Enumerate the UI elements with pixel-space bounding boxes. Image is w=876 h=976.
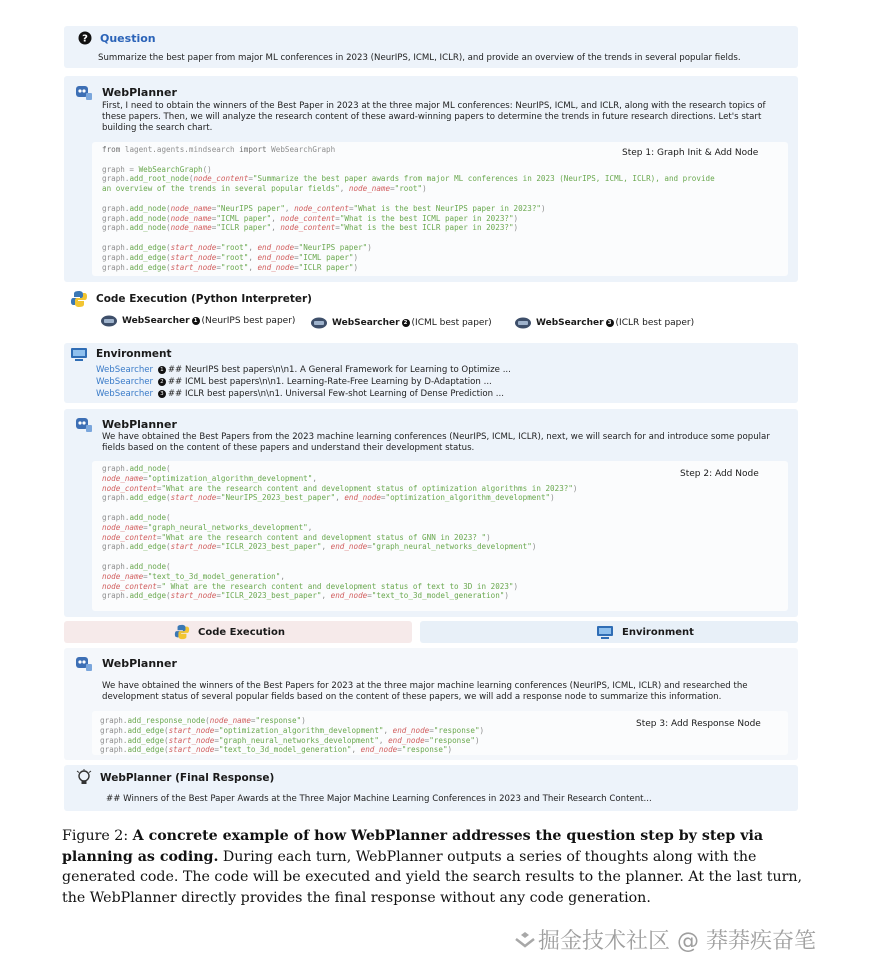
question-text: Summarize the best paper from major ML conferences in 2023 (NeurIPS, ICML, ICLR), and provide an overview of the trends in several popular fields. [98, 53, 741, 63]
planner3-step-label: Step 3: Add Response Node [636, 719, 761, 729]
searcher-icon [514, 316, 532, 330]
planner3-code: graph.add_response_node(node_name="response") graph.add_edge(start_node="optimization_algorithm_development", end_node="response") graph.add_edge(start_node="graph_neural_networks_development", end_node="response") graph.add_edge(start_node="text_to_3d_model_generation", end_node="response") [100, 716, 485, 755]
num-badge: 1 [192, 317, 200, 325]
python-icon [70, 290, 88, 308]
final-text: ## Winners of the Best Paper Awards at the Three Major Machine Learning Conferences in 2023 and Their Research Content... [106, 794, 652, 804]
planner2-header [74, 414, 177, 434]
caption-bold: A concrete example of how WebPlanner addresses the question step by step via planning as coding. [62, 828, 764, 865]
planner1-text: First, I need to obtain the winners of the Best Paper in 2023 at the three major ML conferences: NeurIPS, ICML, and ICLR, along with the research topics of these papers. Then, we will analyze the research content of these award-winning papers to determine the trends in future research directions. Let's start building the search chart. [102, 101, 766, 133]
planner2-step-label: Step 2: Add Node [680, 469, 759, 479]
searcher-icon [310, 316, 328, 330]
question-icon [78, 31, 92, 45]
planner2-text: We have obtained the Best Papers from the 2023 machine learning conferences (NeurIPS, ICML, ICLR), next, we will search for and introduce some popular fields based on the content of these papers and understand their development status. [102, 432, 770, 453]
final-title: WebPlanner (Final Response) [100, 772, 275, 784]
planner2-code: graph.add_node( node_name="optimization_algorithm_development", node_content="What are the research content and development status of optimization algorithms in 2023?") graph.add_edge(start_node="NeurIPS_2023_best_paper", end_node="optimization_algorithm_development") graph.add_node( node_name="graph_neural_networks_development", node_content="What are the research content and development status of GNN in 2023? ") graph.add_edge(start_node="ICLR_2023_best_paper", end_node="graph_neural_networks_development") graph.add_node( node_name="text_to_3d_model_generation", node_content=" What are the research content and development status of text to 3D in 2023") graph.add_edge(start_node="ICLR_2023_best_paper", end_node="text_to_3d_model_generation") [102, 464, 578, 601]
planner-robot-icon [74, 82, 94, 102]
env-bar-label: Environment [622, 626, 694, 638]
env-line-1: WebSearcher 1 ## NeurIPS best papers\n\n1. A General Framework for Learning to Optimize ... [96, 365, 511, 375]
planner1-step-label: Step 1: Graph Init & Add Node [622, 148, 759, 158]
num-badge: 3 [158, 390, 166, 398]
figure-caption [62, 826, 822, 908]
lightbulb-icon [76, 769, 92, 787]
exec-title: Code Execution (Python Interpreter) [96, 293, 312, 305]
planner3-text: We have obtained the winners of the Best Papers for 2023 at the three major machine learning conferences (NeurIPS, ICML, ICLR) and researched the development status of several popular fields based on the content of these papers, we will add a response node to summarize this information. [102, 681, 748, 702]
exec-bar-label: Code Execution [198, 626, 285, 638]
question-header [78, 31, 156, 45]
question-title: Question [100, 31, 156, 45]
watermark-text: 掘金技术社区 @ 莽莽疾奋笔 [538, 929, 816, 954]
planner1-title: WebPlanner [102, 85, 177, 99]
watermark [512, 924, 816, 955]
exec-searcher-2: WebSearcher 2 (ICML best paper) [310, 316, 492, 330]
caption-label: Figure 2: [62, 828, 129, 844]
env-header [70, 347, 172, 361]
num-badge: 3 [606, 319, 614, 327]
num-badge: 2 [402, 319, 410, 327]
monitor-icon [70, 347, 88, 361]
planner3-title: WebPlanner [102, 656, 177, 670]
planner3-header [74, 653, 177, 673]
env-title: Environment [96, 348, 172, 360]
juejin-logo-icon [512, 930, 538, 950]
svg-text:?: ? [82, 33, 88, 45]
planner-robot-icon [74, 653, 94, 673]
searcher-icon [100, 314, 118, 328]
env-line-3: WebSearcher 3 ## ICLR best papers\n\n1. Universal Few-shot Learning of Dense Prediction ... [96, 389, 504, 399]
env-bar-header [596, 625, 694, 639]
exec-bar-header [174, 624, 285, 640]
final-header [76, 769, 274, 787]
num-badge: 1 [158, 366, 166, 374]
python-icon [174, 624, 190, 640]
planner-robot-icon [74, 414, 94, 434]
planner1-code: from lagent.agents.mindsearch import WebSearchGraph graph = WebSearchGraph() graph.add_root_node(node_content="Summarize the best paper awards from major ML conferences in 2023 (NeurIPS, ICML, ICLR), and provide an overview of the trends in several popular fields", node_name="root") graph.add_node(node_name="NeurIPS paper", node_content="What is the best NeurIPS paper in 2023?") graph.add_node(node_name="ICML paper", node_content="What is the best ICML paper in 2023?") graph.add_node(node_name="ICLR paper", node_content="What is the best ICLR paper in 2023?") graph.add_edge(start_node="root", end_node="NeurIPS paper") graph.add_edge(start_node="root", end_node="ICML paper") graph.add_edge(start_node="root", end_node="ICLR paper") [102, 145, 715, 272]
monitor-icon [596, 625, 614, 639]
num-badge: 2 [158, 378, 166, 386]
exec-header [70, 290, 312, 308]
env-line-2: WebSearcher 2 ## ICML best papers\n\n1. Learning-Rate-Free Learning by D-Adaptation ... [96, 377, 492, 387]
caption-rest: During each turn, WebPlanner outputs a series of thoughts along with the generated code. The code will be executed and yield the search results to the planner. At the last turn, the WebPlanner directly provides the final response without any code generation. [62, 848, 803, 906]
exec-searcher-1: WebSearcher 1 (NeurIPS best paper) [100, 314, 295, 328]
planner2-title: WebPlanner [102, 417, 177, 431]
exec-searcher-3: WebSearcher 3 (ICLR best paper) [514, 316, 694, 330]
planner1-header [74, 82, 177, 102]
